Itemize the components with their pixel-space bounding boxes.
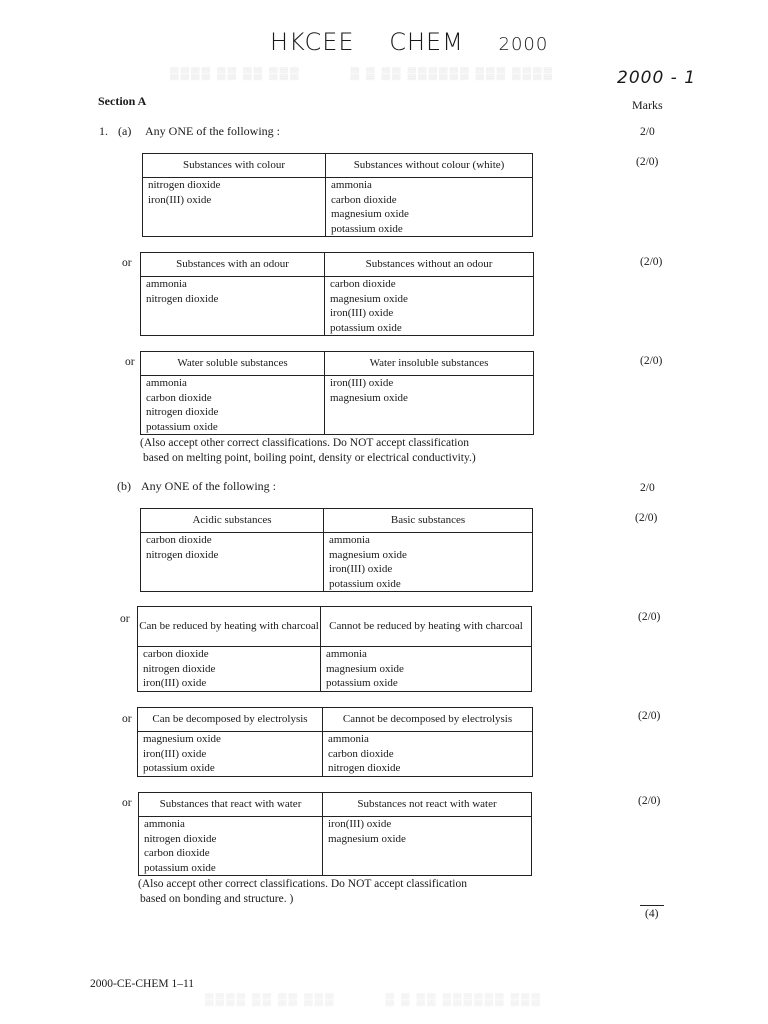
note-line: based on melting point, boiling point, density or electrical conductivity.) [143,452,476,464]
or-label: or [122,713,132,725]
list-item: potassium oxide [331,222,403,235]
list-item: ammonia [144,818,185,830]
table-mark: (2/0) [636,156,659,168]
list-item: magnesium oxide [326,662,404,675]
list-item: iron(III) oxide [143,747,207,760]
right-cell [323,732,533,777]
list-item: iron(III) oxide [330,307,394,319]
or-label: or [120,613,130,625]
column-header: Can be decomposed by electrolysis [138,708,323,732]
column-header: Water soluble substances [141,352,325,376]
column-header: Substances with an odour [141,253,325,277]
column-header: Substances with colour [143,154,326,178]
part-b-mark: 2/0 [640,482,655,494]
list-item: nitrogen dioxide [144,832,217,845]
left-cell [141,277,325,336]
note-line: based on bonding and structure. ) [140,893,294,905]
right-cell [321,647,532,692]
classification-table [140,351,534,435]
column-header: Water insoluble substances [325,352,534,376]
note-line: (Also accept other correct classifications. Do NOT accept classification [138,878,468,890]
list-item: magnesium oxide [330,292,408,305]
classification-table [137,707,533,777]
title-word: 2000 [498,34,549,55]
or-label: or [122,797,132,809]
column-header: Cannot be reduced by heating with charcoal [321,607,532,647]
list-item: ammonia [328,733,369,745]
column-header: Substances that react with water [139,793,323,817]
table-mark: (2/0) [638,795,661,807]
list-item: potassium oxide [326,677,398,689]
left-cell [139,817,323,876]
classification-table [140,252,534,336]
handwritten-title [270,28,574,56]
column-header: Cannot be decomposed by electrolysis [323,708,533,732]
corner-page-note: 2000 - 1 [617,68,697,88]
page-footer: 2000-CE-CHEM 1–11 [90,978,195,990]
list-item: carbon dioxide [146,534,212,546]
list-item: carbon dioxide [328,747,394,760]
list-item: potassium oxide [143,762,215,774]
list-item: carbon dioxide [330,278,396,290]
left-cell [141,376,325,435]
part-a-intro: Any ONE of the following : [145,124,280,138]
list-item: nitrogen dioxide [146,548,219,561]
list-item: potassium oxide [330,321,402,334]
or-label: or [122,257,132,269]
list-item: ammonia [329,534,370,546]
table-mark: (2/0) [640,256,663,268]
table-mark: (2/0) [635,512,658,524]
list-item: magnesium oxide [331,208,409,220]
part-b-intro: Any ONE of the following : [141,479,276,493]
list-item: nitrogen dioxide [146,292,219,305]
show-through-text: ▒▒▒▒ ▒▒ ▒▒ ▒▒▒ ▒ ▒ ▒▒ ▒▒▒▒▒▒ ▒▒▒ ▒▒▒▒ [170,66,555,80]
list-item: nitrogen dioxide [148,179,221,191]
left-cell [141,533,324,592]
list-item: carbon dioxide [143,648,209,660]
list-item: ammonia [146,377,187,389]
note-line: (Also accept other correct classifications. Do NOT accept classification [140,437,470,449]
part-a-mark: 2/0 [640,126,655,138]
part-a-label: (a) [118,124,132,138]
table-mark: (2/0) [638,611,661,623]
list-item: nitrogen dioxide [328,762,401,774]
left-cell [138,732,323,777]
table-mark: (2/0) [638,710,661,722]
column-header: Can be reduced by heating with charcoal [138,607,321,647]
list-item: nitrogen dioxide [146,406,219,418]
right-cell [323,817,532,876]
list-item: carbon dioxide [144,847,210,859]
show-through-text: ▒▒▒▒ ▒▒ ▒▒ ▒▒▒ ▒ ▒ ▒▒ ▒▒▒▒▒▒ ▒▒▒ [205,992,543,1006]
column-header: Acidic substances [141,509,324,533]
column-header: Substances without an odour [325,253,534,277]
list-item: potassium oxide [329,577,401,590]
right-cell [325,277,534,336]
list-item: potassium oxide [144,861,216,874]
column-header: Substances not react with water [323,793,532,817]
list-item: magnesium oxide [143,733,221,745]
list-item: potassium oxide [146,420,218,433]
list-item: magnesium oxide [329,548,407,561]
list-item: magnesium oxide [330,391,408,404]
classification-table [140,508,533,592]
list-item: iron(III) oxide [143,677,207,689]
list-item: ammonia [331,179,372,191]
column-header: Basic substances [324,509,533,533]
list-item: nitrogen dioxide [143,662,216,675]
section-title: Section A [98,94,147,108]
list-item: iron(III) oxide [328,818,392,830]
list-item: iron(III) oxide [330,377,394,389]
right-cell [324,533,533,592]
part-b-label: (b) [117,479,131,493]
title-word: CHEM [389,28,464,56]
list-item: ammonia [326,648,367,660]
right-cell [326,178,533,237]
list-item: iron(III) oxide [329,563,393,575]
classification-table [142,153,533,237]
list-item: ammonia [146,278,187,290]
table-mark: (2/0) [640,355,663,367]
acceptance-note [140,436,476,466]
left-cell [138,647,321,692]
list-item: magnesium oxide [328,832,406,845]
list-item: carbon dioxide [331,193,397,206]
right-cell [325,376,534,435]
question-number: 1. [99,124,108,138]
acceptance-note [138,877,467,907]
marks-heading: Marks [632,98,663,112]
or-label: or [125,356,135,368]
list-item: iron(III) oxide [148,193,212,206]
total-rule [640,905,664,906]
classification-table [137,606,532,692]
question-total-marks: (4) [645,908,659,920]
column-header: Substances without colour (white) [326,154,533,178]
left-cell [143,178,326,237]
classification-table [138,792,532,876]
list-item: carbon dioxide [146,391,212,404]
title-word: HKCEE [270,28,355,56]
